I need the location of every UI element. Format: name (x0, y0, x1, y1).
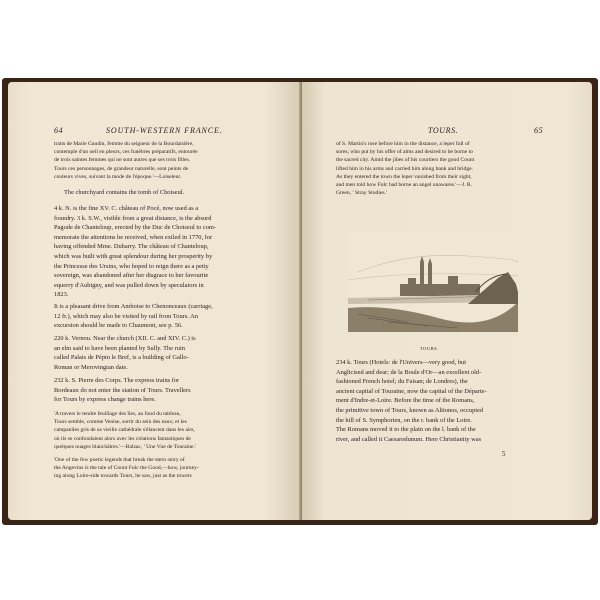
paragraph-vernou: 220 k. Vernou. Near the church (XII. C. and XIV. C.) is an elm said to have been planted by Sully. The ruin called Palais de Pépin le Bref, is a building of Gallo- Roman or Merovingian date. (54, 335, 196, 371)
running-head: SOUTH-WESTERN FRANCE. (106, 126, 223, 135)
paragraph-poce: 4 k. N. is the fine XV. C. château of Pocé, now used as a foundry. 3 k. S.W., visible from a great distance, is the absurd Pagode de Chanteloup, erected by the Duc de Choiseul to com- memorate the attentions he received, when exiled in 1770, for having offended Mme. Dubarry. The château of Chanteloup, which was built with great splendour during her prosperity by the Princesse des Ursins, who hoped to reign there as a petty sovereign, was abandoned after her disgrace to her favourite equerry d'Aubigny, and was pulled down by speculators in 1823. (54, 205, 217, 299)
signature-mark: 5 (502, 450, 506, 458)
quote-top: traits de Marie Gaudin, femme du seigneur de la Bourdaisière, contemple d'un oeil en pleurs, ces funèbres préparatifs, entourée de trois saintes femmes qui ne sont autres que ses trois filles. Tours ces personnages, de grandeur naturelle, sont peints de couleurs vives, suivant la mode de l'époque.'—Loiseleur. (54, 141, 198, 180)
paragraph-s-pierre: 232 k. S. Pierre des Corps. The express trains for Bordeaux do not enter the station of Tours. Travellers for Tours by express change trains here. (54, 377, 191, 404)
paragraph-tours: 234 k. Tours (Hotels: de l'Univers—very good, but Anglicised and dear; de la Boule d'Or—an excellent old- fashioned French hotel; du Faisan; de Londres), the ancient capital of Touraine, now the capital of the Départe- ment d'Indre-et-Loire. Before the time of the Romans, the primitive town of Tours, known as Altionos, occupied the hill of S. Symphorien, on the r. bank of the Loire. The Romans moved it to the plain on the l. bank of the river, and called it Caesarodunum. Here Christianity was (336, 359, 487, 443)
churchyard-note: The churchyard contains the tomb of Choiseul. (64, 189, 185, 196)
paragraph-fulc: 'One of the few poetic legends that break the stern story of the Angevins is the tale of Count Fulc the Good,—how, journey- ing along Loire-side towards Tours, he saw, just as the towers (54, 457, 199, 480)
left-page (8, 82, 302, 520)
paragraph-chenonceaux: It is a pleasant drive from Amboise to Chenonceaux (carriage, 12 fr.), which may also be visited by rail from Tours. An excursion should be made to Chaumont, see p. 56. (54, 303, 213, 330)
page-number: 65 (534, 126, 544, 135)
engraving-tours (348, 232, 518, 332)
quote-green: of S. Martin's rose before him in the distance, a leper full of sores, who put by his offer of alms and desired to be borne to the sacred city. Amid the jibes of his courtiers the good Count lifted him in his arms and carried him along bank and bridge. As they entered the town the leper vanished from their sight, and men told how Fulc had borne an angel unawares.'—J. R. Green, ' Stray Studies.' (336, 141, 475, 197)
figure-caption: TOURS. (420, 346, 439, 351)
running-head: TOURS. (428, 126, 459, 135)
page-number: 64 (54, 126, 64, 135)
quote-balzac: 'A travers le tendre feuillage des îles, au fond du tableau, Tours semble, comme Venise, sortir du sein des eaux; et les campaniles gris de sa vieille cathédrale s'élancent dans les airs, où ils se confondaient alors avec les créations fantastiques de quelques nuages blanchâtres.'—Balzac, ' Une Vue de Touraine.' (54, 411, 196, 450)
right-page (302, 82, 592, 520)
